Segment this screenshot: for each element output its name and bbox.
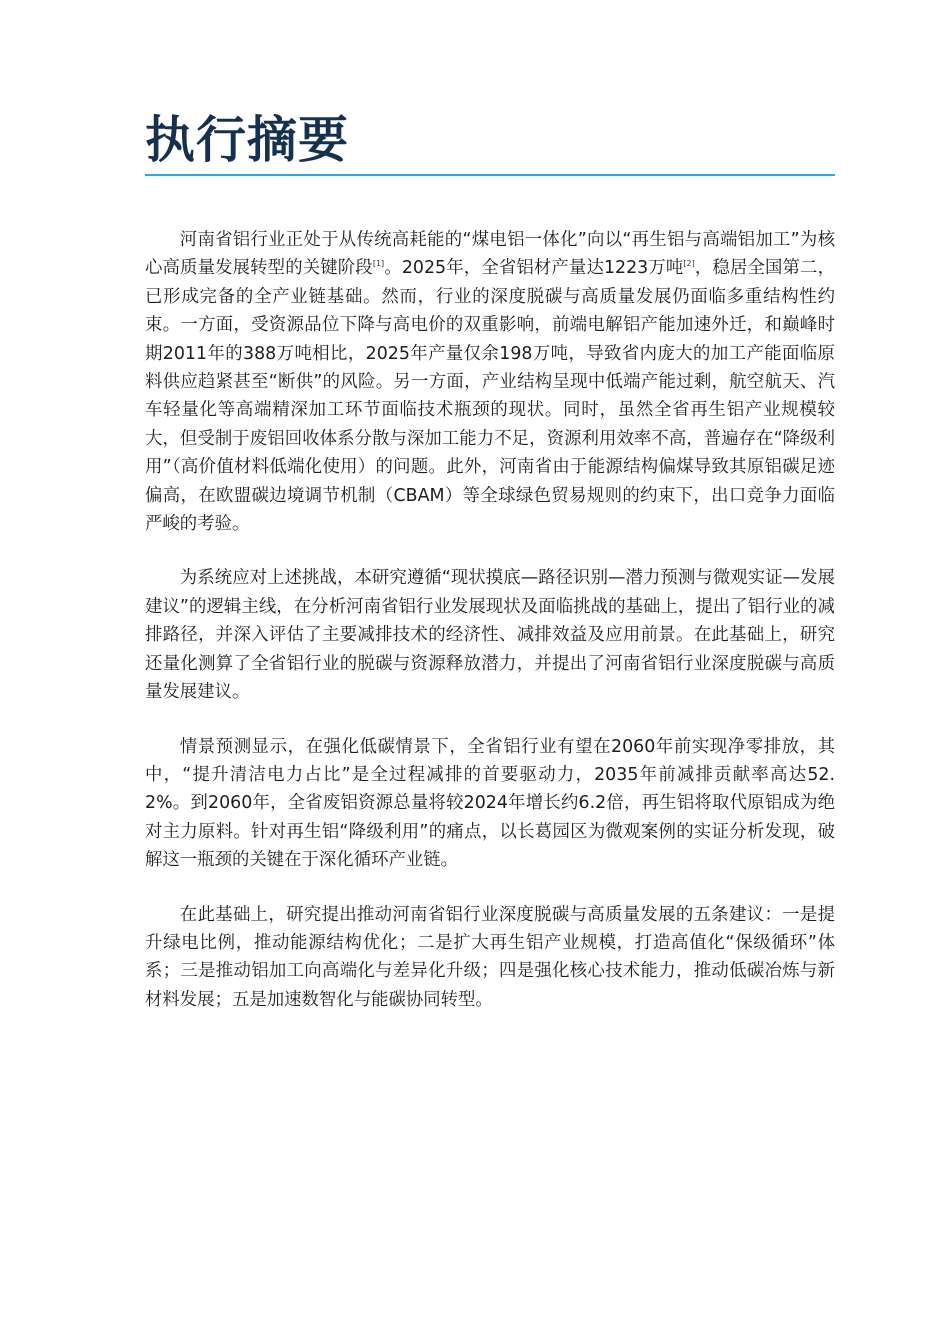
paragraph-text: 情景预测显示，在强化低碳情景下，全省铝行业有望在2060年前实现净零排放，其中，“提升清洁电力占比”是全过程减排的首要驱动力，2035年前减排贡献率高达52.2%。到2060年，全省废铝资源总量将较2024年增长约6.2倍，再生铝将取代原铝成为绝对主力原料。针对再生铝“降级利用”的痛点，以长葛园区为微观案例的实证分析发现，破解这一瓶颈的关键在于深化循环产业链。 — [145, 736, 835, 871]
paragraph-3 — [145, 733, 835, 875]
paragraph-4 — [145, 901, 835, 1015]
paragraph-2 — [145, 564, 835, 706]
page-title: 执行摘要 — [145, 111, 349, 169]
paragraph-text: ，稳居全国第二，已形成完备的全产业链基础。然而，行业的深度脱碳与高质量发展仍面临多重结构性约束。一方面，受资源品位下降与高电价的双重影响，前端电解铝产能加速外迁，和巅峰时期2011年的388万吨相比，2025年产量仅余198万吨，导致省内庞大的加工产能面临原料供应趋紧甚至“断供”的风险。另一方面，产业结构呈现中低端产能过剩，航空航天、汽车轻量化等高端精深加工环节面临技术瓶颈的现状。同时，虽然全省再生铝产业规模较大，但受制于废铝回收体系分散与深加工能力不足，资源利用效率不高，普遍存在“降级利用”（高价值材料低端化使用）的问题。此外，河南省由于能源结构偏煤导致其原铝碳足迹偏高，在欧盟碳边境调节机制（CBAM）等全球绿色贸易规则的约束下，出口竞争力面临严峻的考验。 — [145, 258, 835, 535]
paragraph-text: 。2025年，全省铝材产量达1223万吨 — [384, 258, 684, 279]
paragraph-text: 在此基础上，研究提出推动河南省铝行业深度脱碳与高质量发展的五条建议：一是提升绿电比例，推动能源结构优化；二是扩大再生铝产业规模，打造高值化“保级循环”体系；三是推动铝加工向高端化与差异化升级；四是强化核心技术能力，推动低碳冶炼与新材料发展；五是加速数智化与能碳协同转型。 — [145, 904, 835, 1010]
footnote-ref[interactable]: [2] — [683, 259, 695, 269]
paragraph-1 — [145, 226, 835, 538]
paragraph-text: 为系统应对上述挑战，本研究遵循“现状摸底—路径识别—潜力预测与微观实证—发展建议”的逻辑主线，在分析河南省铝行业发展现状及面临挑战的基础上，提出了铝行业的减排路径，并深入评估了主要减排技术的经济性、减排效益及应用前景。在此基础上，研究还量化测算了全省铝行业的脱碳与资源释放潜力，并提出了河南省铝行业深度脱碳与高质量发展建议。 — [145, 568, 835, 703]
summary-body — [145, 226, 835, 1014]
paragraph-text: 河南省铝行业正处于从传统高耗能的“煤电铝一体化”向以“再生铝与高端铝加工”为核心高质量发展转型的关键阶段 — [145, 230, 835, 279]
footnote-ref[interactable]: [1] — [372, 259, 385, 269]
title-underline — [145, 174, 835, 176]
